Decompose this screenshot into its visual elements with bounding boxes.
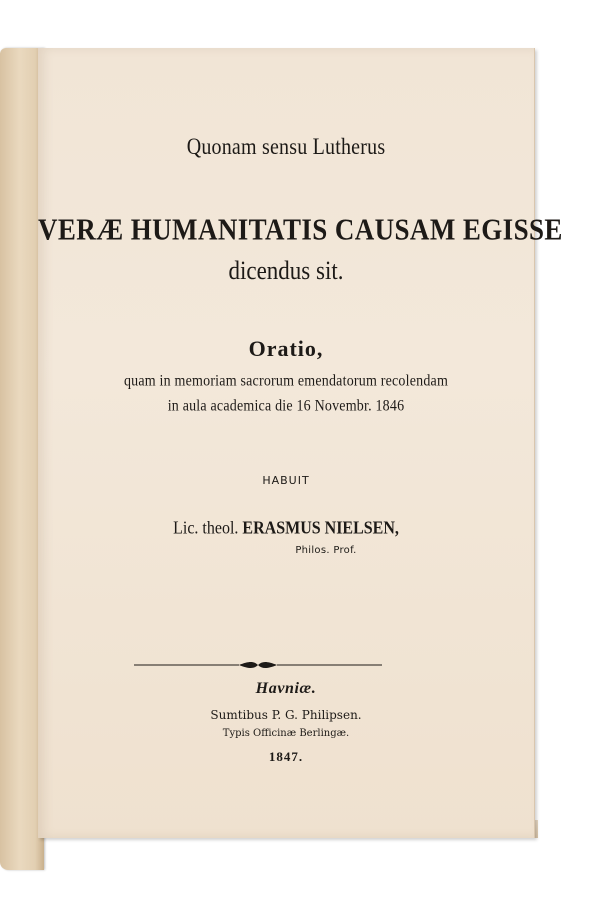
title-line-1: Quonam sensu Lutherus (186, 133, 386, 160)
author-prefix: Lic. theol. (173, 518, 239, 539)
title-line-2: VERÆ HUMANITATIS CAUSAM EGISSE (38, 211, 563, 247)
year: 1847. (268, 749, 304, 764)
author-role: Philos. Prof. (295, 545, 357, 556)
printer: Typis Officinæ Berlingæ. (222, 728, 350, 739)
author-line (38, 519, 534, 540)
place: Havniæ. (255, 680, 317, 697)
author-name: ERASMUS NIELSEN, (242, 518, 399, 539)
ornament-rule (134, 660, 382, 670)
habuit-label: HABUIT (262, 474, 310, 487)
title-page (38, 48, 563, 838)
title-line-3: dicendus sit. (228, 256, 344, 285)
description-line-2: in aula academica die 16 Novembr. 1846 (167, 397, 405, 416)
oratio-heading: Oratio, (248, 336, 324, 361)
description-line-1: quam in memoriam sacrorum emendatorum recolendam (123, 372, 449, 391)
publisher: Sumtibus P. G. Philipsen. (210, 708, 362, 722)
